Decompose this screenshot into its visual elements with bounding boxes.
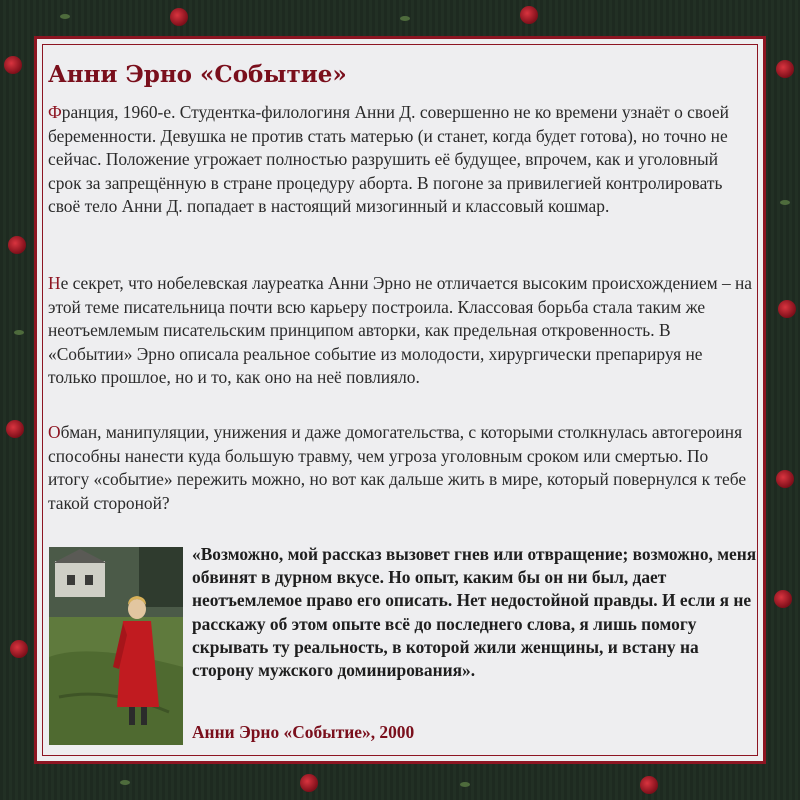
rose-icon	[4, 56, 22, 74]
drop-initial: Н	[48, 273, 61, 293]
rose-icon	[10, 640, 28, 658]
paragraph-3	[48, 421, 753, 515]
rose-icon	[520, 6, 538, 24]
paragraph-1	[48, 101, 753, 219]
paragraph-text: е секрет, что нобелевская лауреатка Анни Эрно не отличается высоким происхождением – на этой теме писательница почти всю карьеру построила. Классовая борьба стала таким же неотъемлемым писательским принципом авторки, как предельная откровенность. В «Событии» Эрно описала реальное событие из молодости, хирургически препарируя не только прошлое, но и то, как оно на неё повлияло.	[48, 273, 753, 387]
rose-icon	[776, 470, 794, 488]
leaf-icon	[400, 16, 410, 21]
rose-icon	[774, 590, 792, 608]
leaf-icon	[120, 780, 130, 785]
rose-icon	[8, 236, 26, 254]
rose-icon	[300, 774, 318, 792]
paragraph-text: бман, манипуляции, унижения и даже домогательства, с которыми столкнулась автогероиня способны нанести куда большую травму, чем угроза уголовным сроком или смертью. По итогу «событие» пережить можно, но вот как дальше жить в мире, который повернулся к тебе такой стороной?	[48, 422, 747, 513]
page-title: Анни Эрно «Событие»	[48, 61, 347, 88]
paragraph-2	[48, 272, 753, 390]
rose-icon	[778, 300, 796, 318]
drop-initial: О	[48, 422, 61, 442]
rose-icon	[6, 420, 24, 438]
review-card	[34, 36, 766, 764]
leaf-icon	[780, 200, 790, 205]
leaf-icon	[460, 782, 470, 787]
paragraph-text: ранция, 1960-е. Студентка-филологиня Анни Д. совершенно не ко времени узнаёт о своей беременности. Девушка не против стать матерью (и станет, когда будет готова), но точно не сейчас. Положение угрожает полностью разрушить её будущее, впрочем, как и уголовный срок за запрещённую в стране процедуру аборта. В погоне за привилегией контролировать своё тело Анни Д. попадает в настоящий мизогинный и классовый кошмар.	[48, 102, 729, 216]
quote-citation: Анни Эрно «Событие», 2000	[192, 722, 415, 742]
rose-icon	[170, 8, 188, 26]
author-photo	[49, 547, 183, 745]
rose-icon	[776, 60, 794, 78]
leaf-icon	[14, 330, 24, 335]
author-quote: «Возможно, мой рассказ вызовет гнев или отвращение; возможно, меня обвинят в дурном вкусе. Но опыт, каким бы он ни был, дает неотъемлемое право его описать. Нет недостойной правды. И если я не расскажу об этом опыте всё до последнего слова, я лишь помогу скрывать ту реальность, в которой жили женщины, и встану на сторону мужского доминирования».	[192, 544, 757, 681]
drop-initial: Ф	[48, 102, 62, 122]
author-photo-image	[49, 547, 183, 745]
leaf-icon	[60, 14, 70, 19]
rose-icon	[640, 776, 658, 794]
